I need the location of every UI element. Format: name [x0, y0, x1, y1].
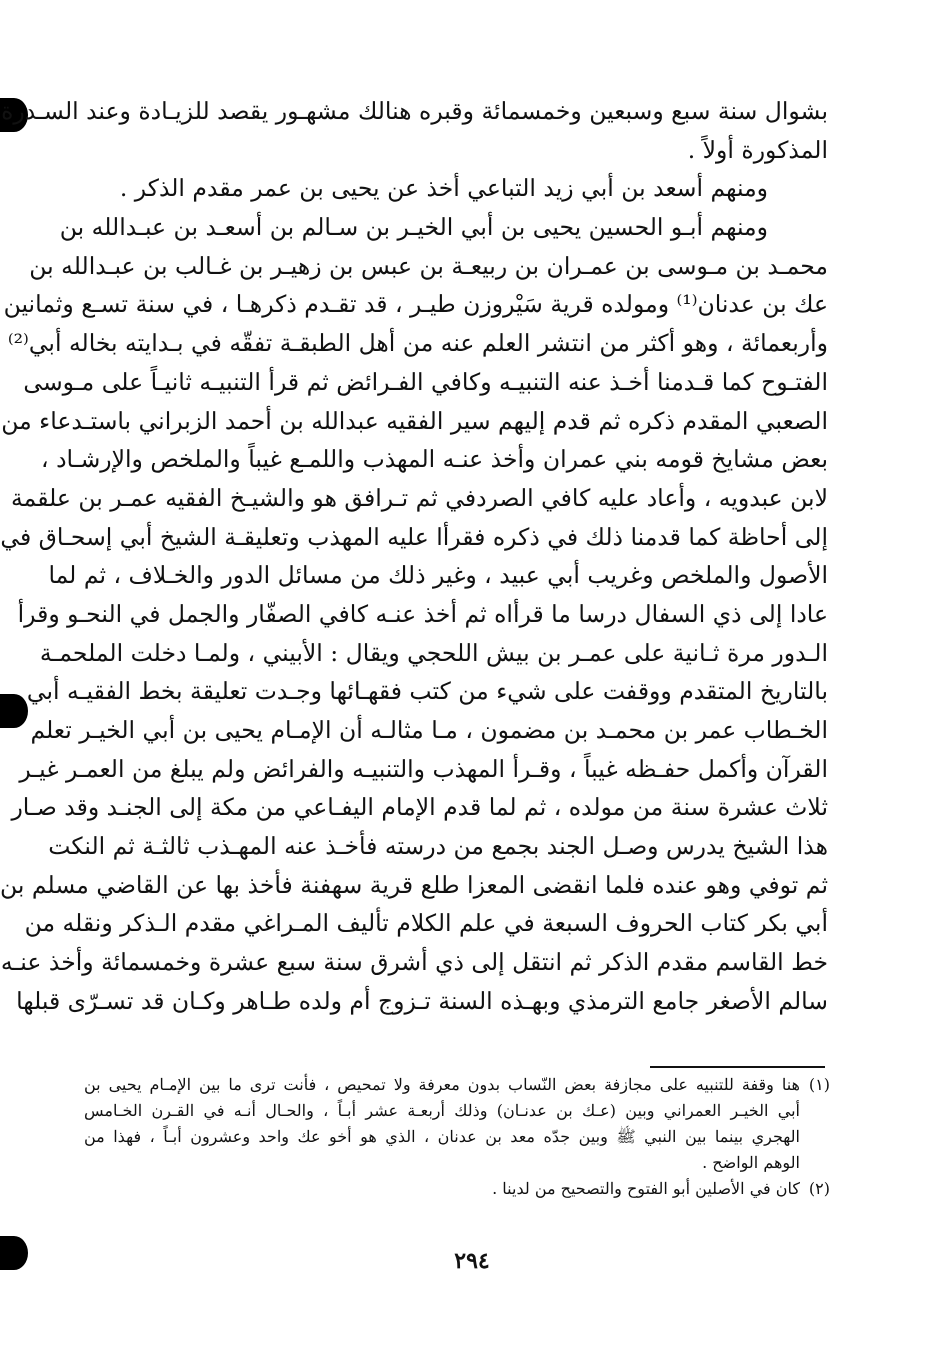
text-line: الفتـوح كما قـدمنا أخـذ عنه التنبيـه وكافي الفـرائض ثم قرأ التنبيـه ثانيـاً على مـوسى: [23, 367, 828, 396]
text-line: القرآن وأكمل حفـظه غيباً ، وقـرأ المهذب والتنبيـه والفرائض ولم يبلغ من العمـر غيـر: [19, 754, 828, 783]
text-line: وأربعمائة ، وهو أكثر من انتشر العلم عنه من أهل الطبقـة تفقّه في بـدايته بخاله أبي⁽²⁾: [7, 329, 828, 358]
text-line: محمـد بن مـوسى بن عمـران بن ربيعـة بن عبس بن زهيـر بن غـالب بن عبـدالله بن: [29, 251, 828, 280]
footnote-number: (٢): [808, 1179, 830, 1198]
text-line: إلى أحاظة كما قدمنا ذلك في ذكره فقرأا عليه المهذب وتعليقـة الشيخ أبي إسحـاق في: [0, 522, 828, 551]
footnote-line: الوهم الواضح .: [702, 1153, 800, 1172]
text-line: المذكورة أولاً .: [687, 135, 828, 164]
text-line: خط القاسم مقدم الذكر ثم انتقل إلى ذي أشرق سنة سبع عشرة وخمسمائة وأخذ عنـه: [0, 948, 828, 977]
text-line: ثلاث عشرة سنة من مولده ، ثم لما قدم الإمام اليفـاعي من مكة إلى الجنـد وقد صـار: [11, 793, 828, 822]
footnote-line: أبي الخيـر العمراني وبين (عـك بن عدنـان) وذلك أربعـة عشر أبـاً ، والحـال أنـه في القـرن الخـامس: [84, 1101, 800, 1120]
text-line: بشوال سنة سبع وسبعين وخمسمائة وقبره هنالك مشهـور يقصد للزيـادة وعند السـدرة: [1, 97, 828, 125]
text-line: الخـطاب عمر بن محمـد بن مضمون ، مـا مثالـه أن الإمـام يحيى بن أبي الخيـر تعلم: [30, 716, 828, 744]
text-line: الـدور مرة ثـانية على عمـر بن بيش اللحجي ويقال : الأبيني ، ولمـا دخلت الملحمـة: [39, 638, 828, 667]
text-line: هذا الشيخ يدرس وصـل الجند بجمع من درسته فأخـذ عنه المهـذب ثالثـة ثم النكت: [48, 832, 828, 861]
footnotes: [84, 1072, 830, 1202]
text-line: عك بن عدنان⁽¹⁾ ومولده قرية سَيْروزن طيـر ، قد تقـدم ذكرهـا ، في سنة تسـع وثمانين: [3, 290, 828, 319]
text-line: ومنهم أسعد بن أبي زيد التباعي أخذ عن يحيى بن عمر مقدم الذكر .: [119, 174, 768, 203]
text-line: الأصول والملخص وغريب أبي عبيد ، وغير ذلك من مسائل الدور والخـلاف ، ثم لما: [48, 561, 828, 590]
text-line: ثم توفي وهو عنده فلما انقضى المعزا طلع قرية سهفنة فأخذ بها عن القاضي مسلم بن: [0, 870, 828, 899]
footnote-2: [84, 1176, 830, 1202]
main-text: [0, 92, 828, 1021]
text-line: ومنهم أبـو الحسين يحيى بن أبي الخيـر بن سـالم بن أسعـد بن عبـدالله بن: [59, 213, 768, 242]
text-line: عادا إلى ذي السفال درسا ما قرأاه ثم أخذ عنـه كافي الصفّار والجمل في النحـو وقرأ: [17, 599, 828, 628]
footnote-separator: [650, 1066, 825, 1068]
text-line: الصعبي المقدم ذكره ثم قدم إليهم سير الفقيه عبدالله بن أحمد الزبراني باستـدعاء من: [1, 406, 828, 435]
text-line: بعض مشايخ قومه بني عمران وأخذ عنـه المهذب واللمـع غيباً والملخص والإرشـاد ،: [41, 445, 828, 474]
footnote-line: هنا وقفة للتنبيه على مجازفة بعض النّساب بدون معرفة ولا تمحيص ، فأنت ترى ما بين الإمـام يحيى بن: [84, 1075, 800, 1094]
footnote-number: (١): [808, 1075, 830, 1094]
text-line: بالتاريخ المتقدم ووقفت على شيء من كتب فقهـائها وجـدت تعليقة بخط الفقيـه أبي: [26, 677, 828, 706]
text-line: أبي بكر كتاب الحروف السبعة في علم الكلام تأليف المـراغي مقدم الـذكر ونقله من: [24, 909, 828, 938]
footnote-line: الهجري بينما بين النبي ﷺ وبين جدّه معد بن عدنان ، الذي هو أخو عك واحد وعشرون أبـاً ، فهذا من: [84, 1127, 800, 1146]
text-line: سالم الأصغر جامع الترمذي وبهـذه السنة تـزوج أم ولده طـاهر وكـان قد تسـرّى قبلها: [16, 986, 828, 1015]
footnote-line: كان في الأصلين أبو الفتوح والتصحيح من لدينا .: [492, 1179, 800, 1198]
page-number: ٢٩٤: [454, 1248, 490, 1274]
footnote-1: [84, 1072, 830, 1176]
binding-hole-middle: [0, 694, 28, 728]
text-line: لابن عبدويه ، وأعاد عليه كافي الصردفي ثم تـرافق هو والشيـخ الفقيه عمـر بن علقمة: [11, 483, 828, 512]
